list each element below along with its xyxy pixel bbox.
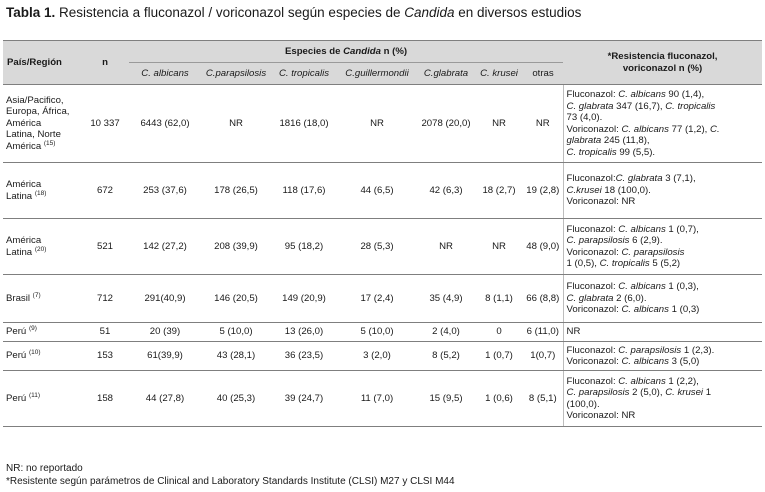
cell-species-value: 42 (6,3): [417, 163, 475, 219]
cell-species-value: NR: [475, 85, 523, 163]
cell-country: Asia/Pacifico, Europa, África, América Latina, Norte América $^{(15)}$: [3, 85, 81, 163]
cell-species-value: 44 (27,8): [129, 371, 201, 427]
cell-species-value: 1 (0,6): [475, 371, 523, 427]
header-species-group: Especies de Candida n (%): [129, 41, 563, 63]
cell-country: América Latina $^{(20)}$: [3, 219, 81, 275]
cell-species-value: 40 (25,3): [201, 371, 271, 427]
cell-species-value: 48 (9,0): [523, 219, 563, 275]
cell-country: Perú $^{(11)}$: [3, 371, 81, 427]
table-row: [3, 275, 762, 323]
cell-n: 153: [81, 342, 129, 371]
cell-country: América Latina $^{(18)}$: [3, 163, 81, 219]
cell-species-value: 19 (2,8): [523, 163, 563, 219]
cell-country: Brasil $^{(7)}$: [3, 275, 81, 323]
cell-n: 712: [81, 275, 129, 323]
cell-species-value: 208 (39,9): [201, 219, 271, 275]
cell-species-value: 39 (24,7): [271, 371, 337, 427]
cell-species-value: 5 (10,0): [201, 323, 271, 342]
cell-species-value: 2 (4,0): [417, 323, 475, 342]
table-caption: [6, 4, 581, 22]
cell-species-value: 8 (5,2): [417, 342, 475, 371]
caption-label: Tabla 1.: [6, 5, 56, 20]
cell-species-value: 5 (10,0): [337, 323, 417, 342]
cell-species-value: 18 (2,7): [475, 163, 523, 219]
cell-species-value: 8 (5,1): [523, 371, 563, 427]
header-n: n: [81, 41, 129, 85]
cell-species-value: 146 (20,5): [201, 275, 271, 323]
header-resistance: *Resistencia fluconazol, voriconazol n (%): [563, 41, 762, 85]
table-body: [3, 85, 762, 427]
cell-resistance: Fluconazol:C. glabrata 3 (7,1), C.krusei 18 (100,0). Voriconazol: NR: [563, 163, 762, 219]
caption-text-1: Resistencia a fluconazol / voriconazol según especies de: [55, 5, 405, 20]
cell-resistance: Fluconazol: C. parapsilosis 1 (2,3). Voriconazol: C. albicans 3 (5,0): [563, 342, 762, 371]
cell-species-value: 149 (20,9): [271, 275, 337, 323]
cell-species-value: 61(39,9): [129, 342, 201, 371]
cell-species-value: NR: [523, 85, 563, 163]
header-species-5: C.glabrata: [417, 63, 475, 85]
cell-species-value: 95 (18,2): [271, 219, 337, 275]
cell-species-value: 11 (7,0): [337, 371, 417, 427]
cell-country: Perú $^{(9)}$: [3, 323, 81, 342]
table-row: [3, 323, 762, 342]
cell-species-value: 0: [475, 323, 523, 342]
header-row-1: [3, 41, 762, 63]
cell-n: 51: [81, 323, 129, 342]
header-species-4: C.guillermondii: [337, 63, 417, 85]
cell-species-value: 44 (6,5): [337, 163, 417, 219]
cell-resistance: Fluconazol: C. albicans 1 (0,3), C. glabrata 2 (6,0). Voriconazol: C. albicans 1 (0,3): [563, 275, 762, 323]
cell-n: 672: [81, 163, 129, 219]
resistance-table: [3, 40, 762, 427]
cell-n: 10 337: [81, 85, 129, 163]
cell-species-value: NR: [201, 85, 271, 163]
cell-species-value: 13 (26,0): [271, 323, 337, 342]
cell-n: 158: [81, 371, 129, 427]
header-species-6: C. krusei: [475, 63, 523, 85]
cell-species-value: NR: [475, 219, 523, 275]
cell-species-value: 36 (23,5): [271, 342, 337, 371]
cell-species-value: 291(40,9): [129, 275, 201, 323]
cell-resistance: Fluconazol: C. albicans 1 (2,2), C. parapsilosis 2 (5,0), C. krusei 1 (100,0). Voriconazol: NR: [563, 371, 762, 427]
cell-species-value: 6443 (62,0): [129, 85, 201, 163]
reference-superscript: (15): [43, 139, 56, 147]
reference-superscript: (9): [28, 325, 37, 333]
header-species-7: otras: [523, 63, 563, 85]
reference-superscript: (11): [28, 391, 41, 399]
reference-superscript: (20): [34, 245, 47, 253]
table-row: [3, 163, 762, 219]
header-species-1: C. albicans: [129, 63, 201, 85]
cell-species-value: 1 (0,7): [475, 342, 523, 371]
footnote-nr: NR: no reportado: [6, 463, 83, 474]
cell-species-value: 35 (4,9): [417, 275, 475, 323]
cell-species-value: NR: [417, 219, 475, 275]
cell-species-value: 17 (2,4): [337, 275, 417, 323]
reference-superscript: (10): [28, 349, 41, 357]
cell-species-value: 8 (1,1): [475, 275, 523, 323]
header-species-3: C. tropicalis: [271, 63, 337, 85]
header-country: País/Región: [3, 41, 81, 85]
reference-superscript: (7): [32, 291, 41, 299]
cell-species-value: 15 (9,5): [417, 371, 475, 427]
cell-species-value: 20 (39): [129, 323, 201, 342]
header-species-2: C.parapsilosis: [201, 63, 271, 85]
table-row: [3, 342, 762, 371]
cell-species-value: 178 (26,5): [201, 163, 271, 219]
cell-species-value: NR: [337, 85, 417, 163]
cell-resistance: NR: [563, 323, 762, 342]
cell-species-value: 142 (27,2): [129, 219, 201, 275]
caption-text-italic: Candida: [404, 5, 455, 20]
cell-species-value: 66 (8,8): [523, 275, 563, 323]
table-row: [3, 371, 762, 427]
cell-country: Perú $^{(10)}$: [3, 342, 81, 371]
caption-text-2: en diversos estudios: [454, 5, 582, 20]
cell-species-value: 1816 (18,0): [271, 85, 337, 163]
cell-resistance: Fluconazol: C. albicans 1 (0,7), C. parapsilosis 6 (2,9). Voriconazol: C. parapsilosis 1 (0,5), C. tropicalis 5 (5,2): [563, 219, 762, 275]
cell-species-value: 43 (28,1): [201, 342, 271, 371]
reference-superscript: (18): [34, 189, 47, 197]
cell-species-value: 28 (5,3): [337, 219, 417, 275]
cell-species-value: 118 (17,6): [271, 163, 337, 219]
cell-species-value: 3 (2,0): [337, 342, 417, 371]
table-row: [3, 219, 762, 275]
cell-species-value: 253 (37,6): [129, 163, 201, 219]
cell-resistance: Fluconazol: C. albicans 90 (1,4), C. glabrata 347 (16,7), C. tropicalis 73 (4,0). Voriconazol: C. albicans 77 (1,2), C. glabrata 245 (11,8), C. tropicalis 99 (5,5).: [563, 85, 762, 163]
table-row: [3, 85, 762, 163]
cell-species-value: 2078 (20,0): [417, 85, 475, 163]
cell-species-value: 6 (11,0): [523, 323, 563, 342]
footnote-clsi: *Resistente según parámetros de Clinical and Laboratory Standards Institute (CLSI) M27 y CLSI M44: [6, 476, 455, 487]
cell-n: 521: [81, 219, 129, 275]
cell-species-value: 1(0,7): [523, 342, 563, 371]
